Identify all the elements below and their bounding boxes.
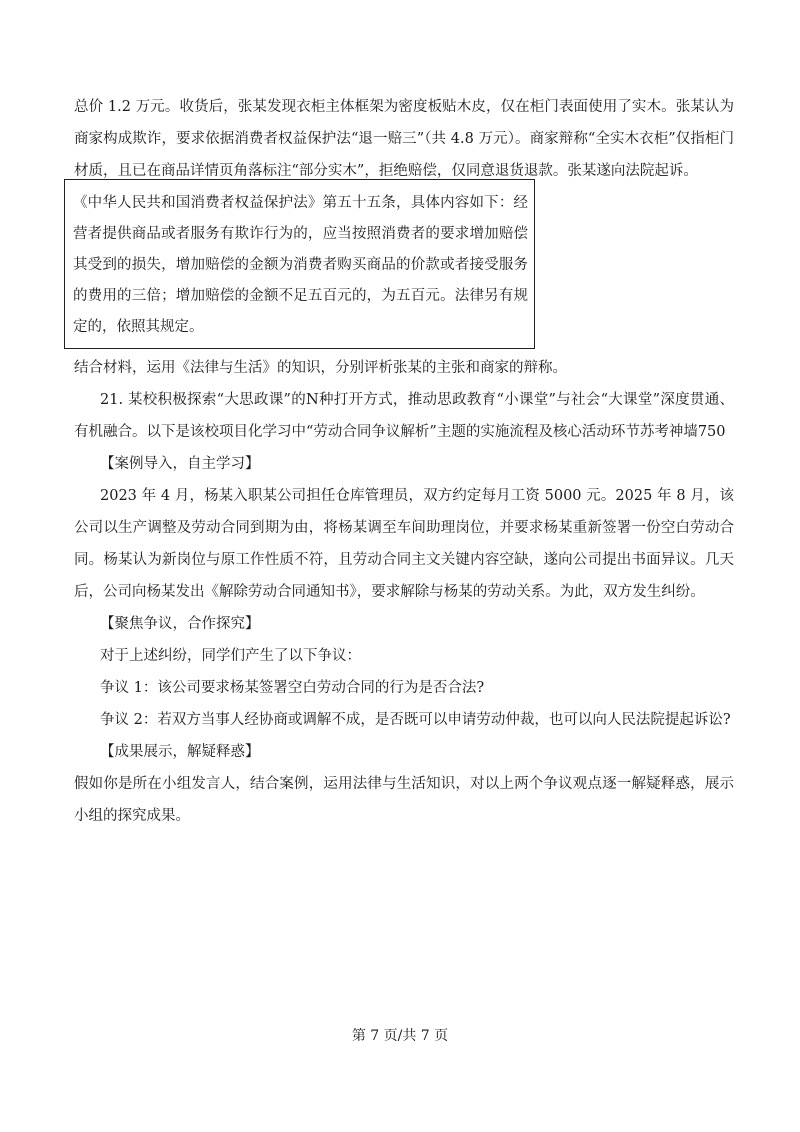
dispute-1: 争议 1：该公司要求杨某签署空白劳动合同的行为是否合法?: [100, 680, 485, 696]
law-quote-box: [64, 179, 535, 349]
dispute-intro: 对于上述纠纷，同学们产生了以下争议：: [100, 648, 361, 664]
page-footer: 第 7 页/共 7 页: [351, 1028, 449, 1044]
case-intro-paragraph: 总价 1.2 万元。收货后，张某发现衣柜主体框架为密度板贴木皮，仅在柜门表面使用了实木。张某认为商家构成欺诈，要求依据消费者权益保护法“退一赔三”（共 4.8 万元）。商家辩称“全实木衣柜”仅指柜门材质，且已在商品详情页角落标注“部分实木”，拒绝赔偿，仅同意退货退款。张某遂向法院起诉。: [74, 99, 734, 179]
question-21-intro: 21. 某校积极探索“大思政课”的N种打开方式，推动思政教育“小课堂”与社会“大课堂”深度贯通、有机融合。以下是该校项目化学习中“劳动合同争议解析”主题的实施流程及核心活动环节苏考神墙750: [74, 392, 734, 440]
dispute-2: 争议 2：若双方当事人经协商或调解不成，是否既可以申请劳动仲裁，也可以向人民法院提起诉讼?: [100, 712, 731, 728]
question-20-task: 结合材料，运用《法律与生活》的知识，分别评析张某的主张和商家的辩称。: [74, 360, 567, 376]
section-heading-case-intro: 【案例导入，自主学习】: [100, 456, 260, 472]
case-text: 2023 年 4 月，杨某入职某公司担任仓库管理员，双方约定每月工资 5000 元。2025 年 8 月，该公司以生产调整及劳动合同到期为由，将杨某调至车间助理岗位，并要求杨某重新签署一份空白劳动合同。杨某认为新岗位与原工作性质不符，且劳动合同主文关键内容空缺，遂向公司提出书面异议。几天后，公司向杨某发出《解除劳动合同通知书》，要求解除与杨某的劳动关系。为此，双方发生纠纷。: [74, 488, 734, 600]
section-heading-results: 【成果展示，解疑释惑】: [100, 744, 260, 760]
law-quote-text: 《中华人民共和国消费者权益保护法》第五十五条，具体内容如下：经营者提供商品或者服务有欺诈行为的，应当按照消费者的要求增加赔偿其受到的损失，增加赔偿的金额为消费者购买商品的价款或者接受服务的费用的三倍；增加赔偿的金额不足五百元的，为五百元。法律另有规定的，依照其规定。: [73, 195, 528, 335]
section-heading-dispute: 【聚焦争议，合作探究】: [100, 616, 260, 632]
task-text: 假如你是所在小组发言人，结合案例，运用法律与生活知识，对以上两个争议观点逐一解疑释惑，展示小组的探究成果。: [74, 776, 734, 824]
